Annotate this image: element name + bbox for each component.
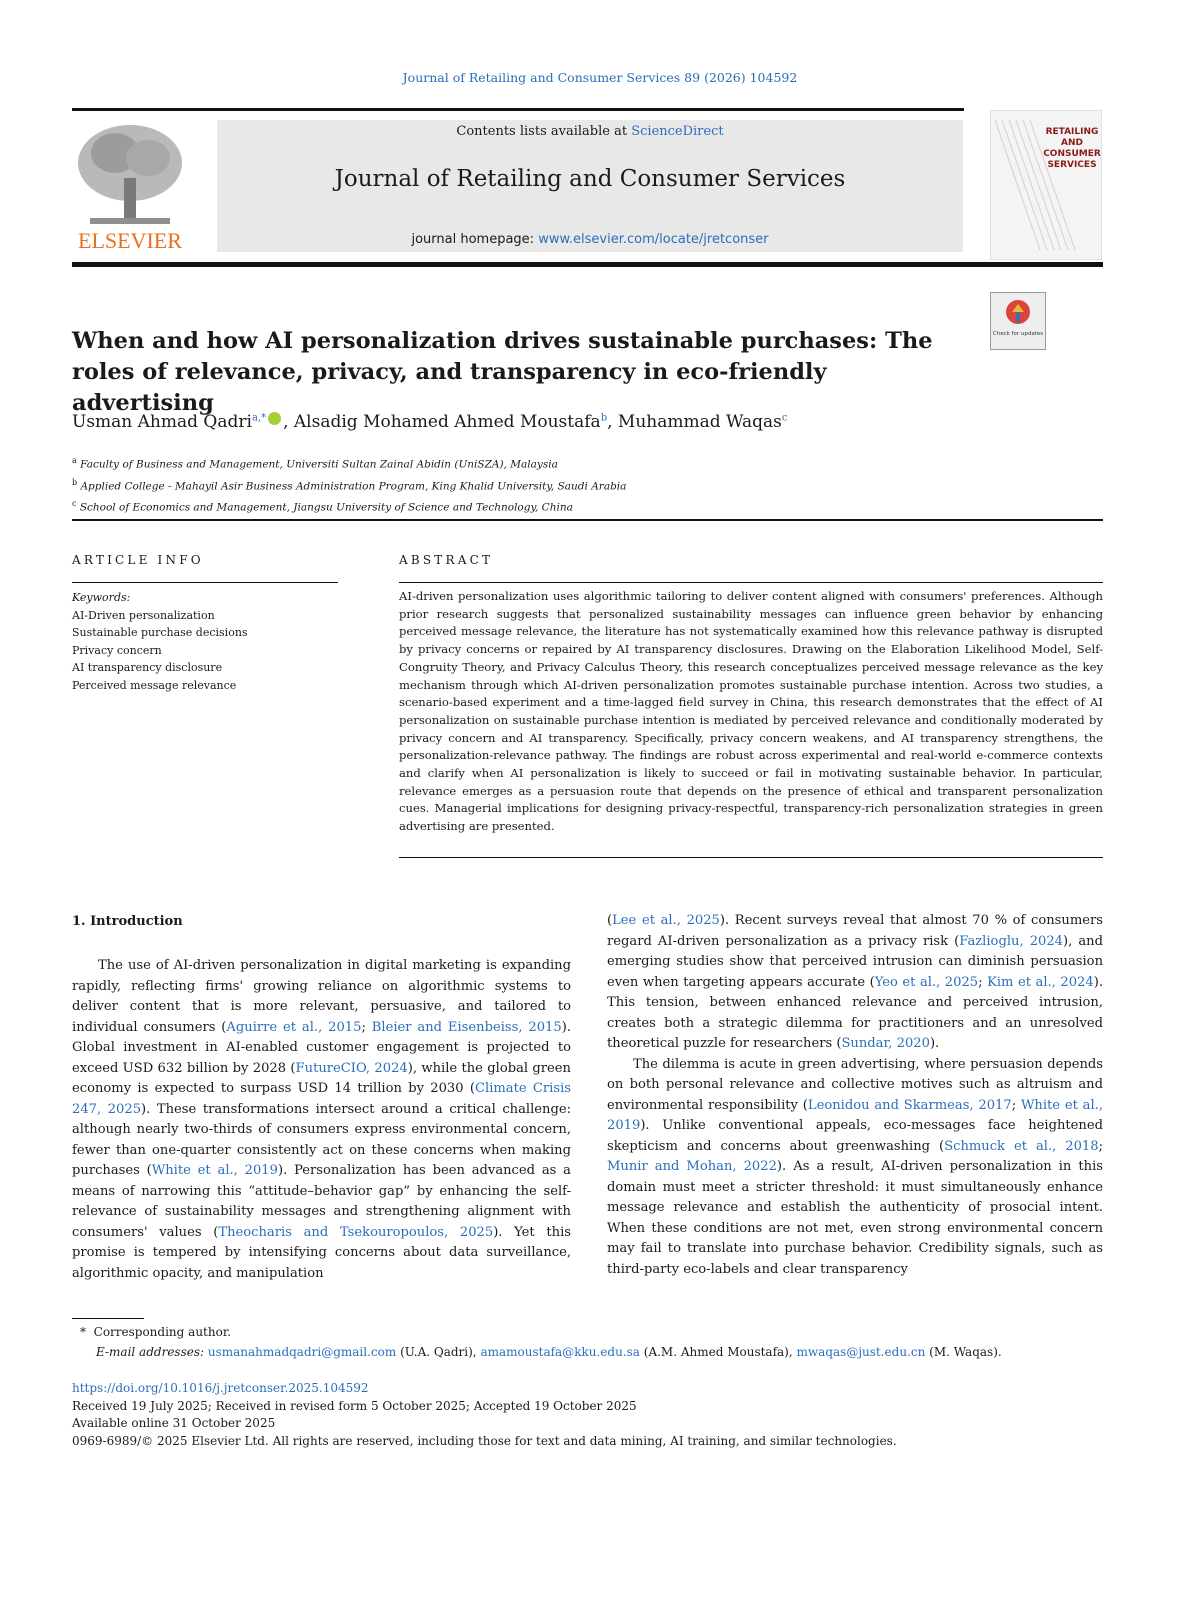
affiliation-item — [72, 474, 626, 496]
section-heading-introduction: 1. Introduction — [72, 914, 183, 929]
masthead-bottom-rule — [72, 262, 1103, 267]
email-owner: (U.A. Qadri), — [400, 1345, 477, 1359]
journal-cover-thumbnail — [990, 110, 1102, 260]
cover-line-4: SERVICES — [1047, 160, 1097, 170]
paragraph-text: ). As a result, AI-driven personalization in this domain must meet a stricter threshold: it must simultaneously enhance message relevance and establish the authenticity of prosocial intent. When these conditions are not met, even strong environmental concern may fail to translate into purchase behavior. Credibility signals, such as third-party eco-labels and clear transparency — [607, 1159, 1103, 1277]
email-link[interactable]: amamoustafa@kku.edu.sa — [480, 1345, 640, 1359]
author-sup[interactable]: a,* — [251, 412, 267, 424]
received-dates: Received 19 July 2025; Received in revised form 5 October 2025; Accepted 19 October 2025 — [72, 1398, 637, 1413]
contents-prefix: Contents lists available at — [456, 124, 632, 139]
copyright-line: 0969-6989/© 2025 Elsevier Ltd. All rights are reserved, including those for text and data mining, AI training, and similar technologies. — [72, 1433, 897, 1448]
article-title: When and how AI personalization drives sustainable purchases: The roles of relevance, privacy, and transparency in eco-friendly advertising — [72, 328, 933, 416]
abstract-bottom-rule — [399, 857, 1103, 858]
author-sep: , — [283, 412, 294, 432]
article-info-heading: ARTICLE INFO — [72, 553, 204, 567]
paragraph-text: ( — [607, 913, 613, 928]
body-column-left — [72, 956, 571, 1284]
homepage-link[interactable]: www.elsevier.com/locate/jretconser — [538, 232, 769, 247]
author-sup[interactable]: c — [781, 412, 788, 424]
author-name[interactable]: Alsadig Mohamed Ahmed Moustafa — [293, 412, 601, 432]
citation-link[interactable]: Aguirre et al., 2015 — [226, 1019, 362, 1035]
footnote-mark: * — [80, 1325, 86, 1339]
email-owner: (M. Waqas). — [929, 1345, 1002, 1359]
keywords-block — [72, 589, 338, 694]
abstract-rule — [399, 582, 1103, 583]
affiliations — [72, 452, 626, 517]
journal-title: Journal of Retailing and Consumer Services — [334, 166, 846, 192]
paragraph-text: ; — [978, 974, 988, 990]
author-name[interactable]: Muhammad Waqas — [617, 412, 782, 432]
article-info-rule — [72, 582, 338, 583]
paragraph-text: ), while the global green economy is expected to surpass USD 14 trillion by 2030 ( — [72, 1060, 571, 1096]
email-addresses-note — [96, 1345, 1002, 1359]
author-sep: , — [607, 412, 618, 432]
homepage-prefix: journal homepage: — [411, 232, 539, 247]
email-owner: (A.M. Ahmed Moustafa), — [643, 1345, 793, 1359]
citation-link[interactable]: Theocharis and Tsekouropoulos, 2025 — [218, 1224, 494, 1240]
paragraph-text: The dilemma is acute in green advertising, where persuasion depends on both personal relevance and collective motives such as altruism and environmental responsibility ( — [607, 1056, 1103, 1113]
footnote-rule — [72, 1318, 144, 1319]
running-head[interactable]: Journal of Retailing and Consumer Services 89 (2026) 104592 — [402, 70, 798, 85]
affiliation-text: Faculty of Business and Management, Universiti Sultan Zainal Abidin (UniSZA), Malaysia — [80, 458, 558, 471]
abstract-text: AI-driven personalization uses algorithmic tailoring to deliver content aligned with consumers' preferences. Although prior research suggests that personalized sustainability messages can influence green behavior by enhancing perceived message relevance, the literature has not systematically examined how this relevance pathway is disrupted by privacy concerns or repaired by AI transparency disclosures. Drawing on the Elaboration Likelihood Model, Self-Congruity Theory, and Privacy Calculus Theory, this research conceptualizes perceived message relevance as the key mechanism through which AI-driven personalization promotes sustainable purchase intention. Across two studies, a scenario-based experiment and a time-lagged field survey in China, this research demonstrates that the effect of AI personalization on sustainable purchase intention is mediated by perceived relevance and conditionally moderated by privacy concern and AI transparency. Specifically, privacy concern weakens, and AI transparency strengthens, the personalization-relevance pathway. The findings are robust across experimental and real-world e-commerce contexts and clarify when AI personalization is likely to succeed or fail in motivating sustainable behavior. In particular, relevance emerges as a persuasion route that depends on the presence of ethical and transparent personalization cues. Managerial implications for designing privacy-respectful, transparency-rich personalization strategies in green advertising are presented. — [399, 589, 1103, 834]
citation-link[interactable]: Fazlioglu, 2024 — [959, 933, 1064, 949]
available-online: Available online 31 October 2025 — [72, 1416, 276, 1430]
affiliation-sup: a — [72, 456, 77, 465]
masthead-top-rule — [72, 108, 964, 111]
affiliation-sup: b — [72, 477, 78, 487]
paragraph — [607, 911, 1103, 1055]
citation-link[interactable]: Climate Crisis 247, 2025 — [72, 1081, 571, 1117]
cover-line-2: AND — [1061, 138, 1083, 148]
citation-link[interactable]: White et al., 2019 — [607, 1097, 1103, 1133]
email-link[interactable]: usmanahmadqadri@gmail.com — [207, 1345, 397, 1359]
contents-line — [217, 124, 963, 139]
paragraph — [72, 956, 571, 1284]
author-sup[interactable]: b — [600, 412, 608, 424]
email-link[interactable]: mwaqas@just.edu.cn — [796, 1345, 926, 1359]
paragraph-text: ). Global investment in AI-enabled customer engagement is projected to exceed USD 632 billion by 2028 ( — [72, 1019, 571, 1076]
cover-line-1: RETAILING — [1045, 127, 1099, 137]
paragraph-text: ). These transformations intersect around a critical challenge: although nearly two-thirds of consumers express environmental concern, fewer than one-quarter consistently act on these concerns when making purchases ( — [72, 1101, 571, 1178]
affiliation-text: Applied College - Mahayil Asir Business Administration Program, King Khalid University, Saudi Arabia — [80, 480, 627, 492]
corresponding-author-note — [80, 1325, 231, 1339]
paragraph-text: ). Personalization has been advanced as a means of narrowing this “attitude–behavior gap” by enhancing the self-relevance of sustainability messages and strengthening alignment with consumers' values ( — [72, 1163, 571, 1240]
citation-link[interactable]: Lee et al., 2025 — [612, 913, 720, 928]
citation-link[interactable]: Schmuck et al., 2018 — [944, 1138, 1099, 1154]
sciencedirect-link[interactable]: ScienceDirect — [631, 124, 724, 139]
cover-line-3: CONSUMER — [1043, 149, 1101, 159]
publisher-wordmark: ELSEVIER — [78, 228, 182, 253]
doi-link[interactable]: https://doi.org/10.1016/j.jretconser.2025.104592 — [72, 1381, 369, 1395]
body-column-right — [607, 911, 1103, 1280]
citation-link[interactable]: Kim et al., 2024 — [987, 974, 1094, 990]
paragraph-text: ; — [361, 1019, 372, 1035]
keyword-item: Sustainable purchase decisions — [72, 626, 248, 639]
paragraph-text: ; — [1098, 1138, 1103, 1154]
keywords-label: Keywords: — [72, 591, 131, 604]
citation-link[interactable]: Munir and Mohan, 2022 — [607, 1159, 777, 1174]
paragraph-text: ; — [1011, 1097, 1021, 1113]
abstract-heading: ABSTRACT — [399, 553, 494, 567]
homepage-line — [217, 232, 963, 247]
keyword-item: AI transparency disclosure — [72, 661, 223, 674]
article-meta — [72, 1380, 897, 1450]
paragraph — [607, 1055, 1103, 1281]
orcid-icon[interactable] — [268, 412, 281, 425]
keyword-item: Perceived message relevance — [72, 678, 237, 692]
affiliation-sup: c — [72, 499, 77, 508]
citation-link[interactable]: Leonidou and Skarmeas, 2017 — [807, 1097, 1012, 1113]
affiliation-rule — [72, 519, 1103, 521]
paragraph-text: ), and emerging studies show that perceived intrusion can diminish persuasion even when targeting appears accurate ( — [607, 933, 1103, 990]
keyword-item: AI-Driven personalization — [72, 608, 215, 622]
keyword-item: Privacy concern — [72, 643, 162, 657]
paragraph-text: ). This tension, between enhanced relevance and perceived intrusion, creates both a strategic dilemma for practitioners and an unresolved theoretical puzzle for researchers ( — [607, 974, 1103, 1051]
affiliation-text: School of Economics and Management, Jiangsu University of Science and Technology, China — [79, 501, 573, 514]
citation-link[interactable]: Sundar, 2020 — [841, 1036, 930, 1051]
paragraph-text: ). Unlike conventional appeals, eco-messages face heightened skepticism and concerns about greenwashing ( — [607, 1118, 1103, 1154]
footnote-text: Corresponding author. — [93, 1325, 232, 1339]
affiliation-item — [72, 495, 626, 517]
email-label: E-mail addresses: — [96, 1345, 205, 1359]
elsevier-tree-logo — [70, 118, 192, 253]
citation-link[interactable]: Yeo et al., 2025 — [874, 974, 979, 990]
paragraph-text: The use of AI-driven personalization in digital marketing is expanding rapidly, reflecting firms' growing reliance on algorithmic systems to deliver content that is more relevant, persuasive, and tailored to individual consumers ( — [72, 958, 571, 1035]
paragraph-text: ). Recent surveys reveal that almost 70 % of consumers regard AI-driven personalization as a privacy risk ( — [607, 913, 1103, 949]
crossmark-label: Check for updates — [992, 331, 1044, 337]
citation-link[interactable]: White et al., 2019 — [151, 1163, 278, 1178]
author-list — [72, 412, 788, 432]
affiliation-item — [72, 452, 626, 474]
paragraph-text: ). Yet this promise is tempered by intensifying concerns about data surveillance, algorithmic opacity, and manipulation — [72, 1224, 571, 1281]
paragraph-text: ). — [929, 1036, 940, 1051]
citation-link[interactable]: Bleier and Eisenbeiss, 2015 — [371, 1019, 562, 1035]
citation-link[interactable]: FutureCIO, 2024 — [295, 1060, 408, 1076]
author-name[interactable]: Usman Ahmad Qadri — [72, 412, 252, 432]
check-for-updates-badge[interactable] — [990, 292, 1046, 350]
